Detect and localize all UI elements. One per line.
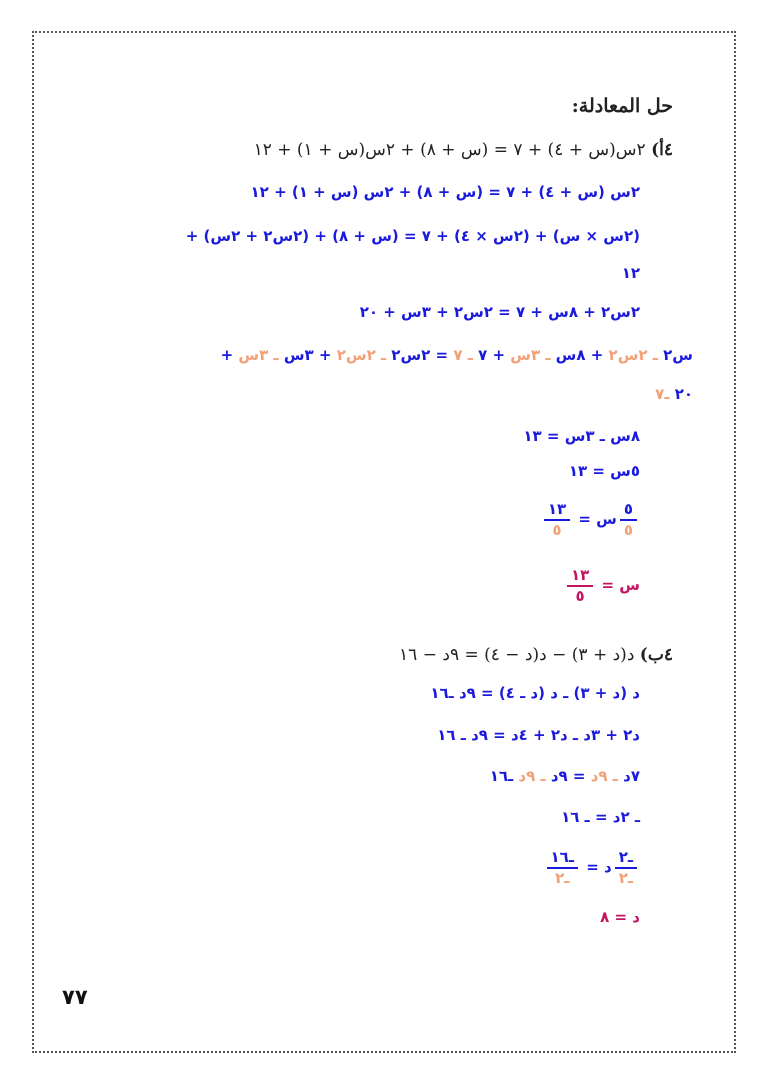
step-a-5: ٨س ـ ٣س = ١٣ xyxy=(523,427,640,445)
problem-a-equation: ٢س(س + ٤) + ٧ = (س + ٨) + ٢س(س + ١) + ١٢ xyxy=(253,140,646,160)
step-a-3: ٢س٢ + ٨س + ٧ = ٢س٢ + ٣س + ٢٠ xyxy=(359,303,640,321)
step-b-2: د٢ + ٣د ـ د٢ + ٤د = ٩د ـ ١٦ xyxy=(437,726,640,744)
step-a-2-cont: ١٢ xyxy=(621,264,640,282)
step-a-7 xyxy=(541,500,640,539)
s4-term-3: + ٨س xyxy=(555,346,609,364)
problem-b-equation: د(د + ٣) − د(د − ٤) = ٩د − ١٦ xyxy=(399,645,635,665)
answer-eq: = xyxy=(596,576,620,594)
b-fraction-right xyxy=(547,848,578,887)
fraction-right-num: ١٣ xyxy=(544,500,570,521)
fraction-right-den: ٥ xyxy=(552,521,562,539)
variable-d: د xyxy=(604,858,612,876)
s4-term-11: + xyxy=(220,346,239,364)
s3-term-4: ـ ٩د xyxy=(518,767,551,785)
s4b-term-2: ـ٧ xyxy=(655,385,675,403)
step-a-4-cont xyxy=(655,385,693,403)
fraction-left-den: ٥ xyxy=(623,521,633,539)
step-b-3 xyxy=(490,767,640,785)
s3-term-5: ـ١٦ xyxy=(489,767,519,785)
step-b-1: د (د + ٣) ـ د (د ـ ٤) = ٩د ـ١٦ xyxy=(430,684,640,702)
b-fraction-left-den: ـ٢ xyxy=(618,869,633,887)
s4-term-5: + ٧ xyxy=(478,346,511,364)
step-a-4 xyxy=(221,346,693,364)
answer-fraction xyxy=(567,566,593,605)
s4-term-7: = ٢س٢ xyxy=(391,346,454,364)
step-b-5 xyxy=(544,848,640,887)
s4-term-9: + ٣س xyxy=(283,346,337,364)
worksheet-title: حل المعادلة: xyxy=(571,95,673,117)
equals-sign: = xyxy=(573,510,597,528)
s4-term-1: س٢ xyxy=(663,346,693,364)
s4-term-2: ـ ٢س٢ xyxy=(608,346,664,364)
b-fraction-right-num: ـ١٦ xyxy=(547,848,578,869)
step-b-4: ـ ٢د = ـ ١٦ xyxy=(561,808,640,826)
step-b-6-answer: د = ٨ xyxy=(600,908,640,926)
answer-den: ٥ xyxy=(575,587,585,605)
variable-s: س xyxy=(596,510,617,528)
step-a-1: ٢س (س + ٤) + ٧ = (س + ٨) + ٢س (س + ١) + ١٢ xyxy=(250,183,640,201)
step-a-2: (٢س × س) + (٢س × ٤) + ٧ = (س + ٨) + (٢س٢ + ٢س) + xyxy=(185,227,640,245)
b-equals-sign: = xyxy=(580,858,604,876)
b-fraction-right-den: ـ٢ xyxy=(555,869,570,887)
page-number: ٧٧ xyxy=(62,985,88,1009)
b-fraction-left xyxy=(615,848,637,887)
s4b-term-1: ٢٠ xyxy=(674,385,693,403)
fraction-right xyxy=(544,500,570,539)
problem-a-label: ٤أ) xyxy=(651,140,673,160)
s4-term-4: ـ ٣س xyxy=(510,346,556,364)
fraction-left-num: ٥ xyxy=(620,500,637,521)
s3-term-2: ـ ٩د xyxy=(590,767,624,785)
s4-term-6: ـ ٧ xyxy=(453,346,479,364)
s3-term-1: ٧د xyxy=(623,767,640,785)
problem-b-statement xyxy=(399,645,673,665)
s4-term-8: ـ ٢س٢ xyxy=(336,346,392,364)
step-a-6: ٥س = ١٣ xyxy=(568,462,640,480)
s4-term-10: ـ ٣س xyxy=(238,346,284,364)
fraction-left xyxy=(620,500,637,539)
step-a-8-answer xyxy=(564,566,640,605)
b-fraction-left-num: ـ٢ xyxy=(615,848,637,869)
answer-var: س xyxy=(619,576,640,594)
answer-num: ١٣ xyxy=(567,566,593,587)
problem-b-label: ٤ب) xyxy=(639,645,673,665)
s3-term-3: = ٩د xyxy=(550,767,591,785)
problem-a-statement xyxy=(254,140,673,160)
